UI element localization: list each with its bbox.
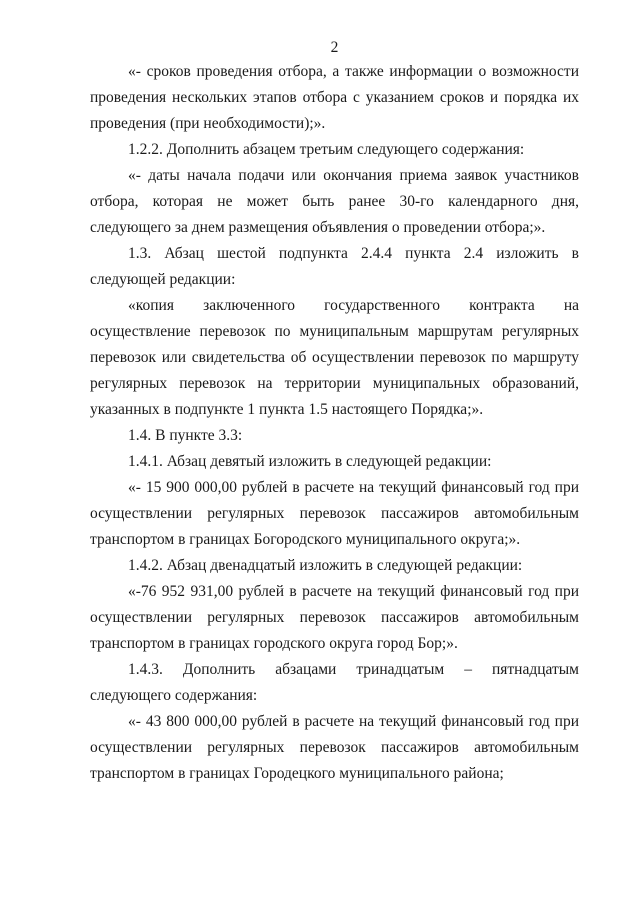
paragraph-9: 1.4.2. Абзац двенадцатый изложить в следующей редакции: — [128, 557, 523, 574]
paragraph-2: 1.2.2. Дополнить абзацем третьим следующего содержания: — [128, 141, 525, 158]
document-page — [90, 0, 579, 905]
page-number: 2 — [330, 39, 339, 56]
paragraph-3: «- даты начала подачи или окончания приема заявок участников отбора, которая не может быть ранее 30-го календарного дня, следующего за днем размещения объявления о проведении отбора;». — [90, 167, 579, 236]
paragraph-11: 1.4.3. Дополнить абзацами тринадцатым – пятнадцатым следующего содержания: — [90, 661, 579, 704]
paragraph-1: «- сроков проведения отбора, а также информации о возможности проведения нескольких этапов отбора с указанием сроков и порядка их проведения (при необходимости);». — [90, 63, 579, 132]
paragraph-12: «- 43 800 000,00 рублей в расчете на текущий финансовый год при осуществлении регулярных перевозок пассажиров автомобильным транспортом в границах Городецкого муниципального района; — [90, 713, 579, 782]
paragraph-8: «- 15 900 000,00 рублей в расчете на текущий финансовый год при осуществлении регулярных перевозок пассажиров автомобильным транспортом в границах Богородского муниципального округа;». — [90, 479, 579, 548]
paragraph-7: 1.4.1. Абзац девятый изложить в следующей редакции: — [128, 453, 492, 470]
document-body — [90, 59, 579, 787]
paragraph-4: 1.3. Абзац шестой подпункта 2.4.4 пункта 2.4 изложить в следующей редакции: — [90, 245, 579, 288]
paragraph-5: «копия заключенного государственного контракта на осуществление перевозок по муниципальным маршрутам регулярных перевозок или свидетельства об осуществлении перевозок по маршруту регулярных перевозок на территории муниципальных образований, указанных в подпункте 1 пункта 1.5 настоящего Порядка;». — [90, 297, 579, 418]
paragraph-6: 1.4. В пункте 3.3: — [128, 427, 243, 444]
paragraph-10: «-76 952 931,00 рублей в расчете на текущий финансовый год при осуществлении регулярных перевозок пассажиров автомобильным транспортом в границах городского округа город Бор;». — [90, 583, 579, 652]
